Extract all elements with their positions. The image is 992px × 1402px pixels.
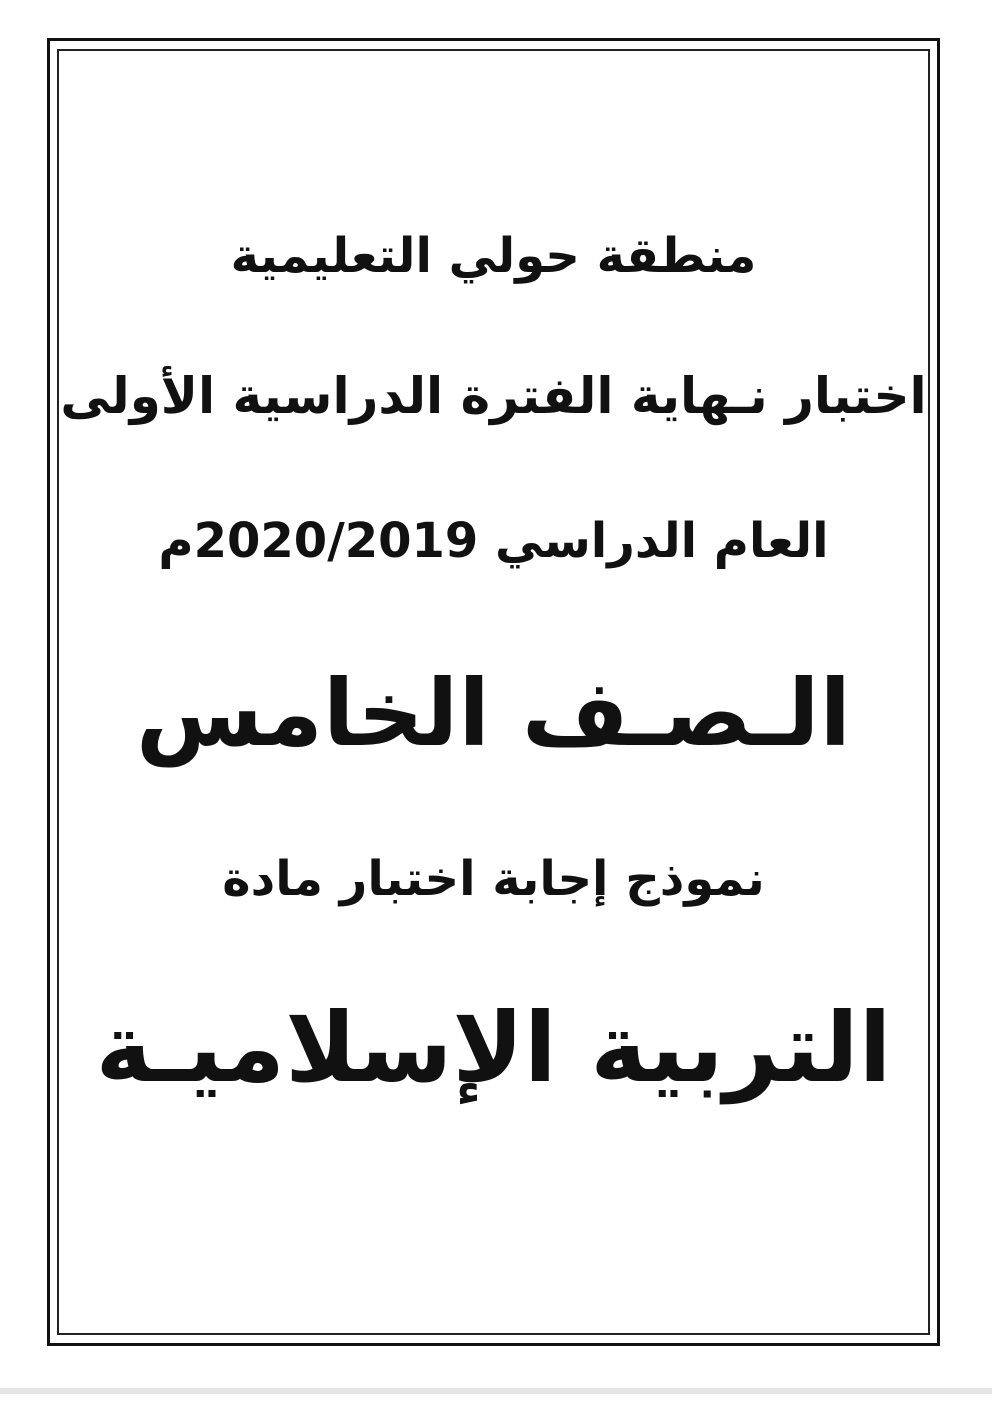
district-title: منطقة حولي التعليمية xyxy=(230,228,757,284)
school-year: العام الدراسي 2020/2019م xyxy=(158,513,829,569)
subject-title: التربية الإسلاميـة xyxy=(95,992,892,1104)
grade-title: الـصـف الخامس xyxy=(135,660,852,767)
page-bottom-edge xyxy=(0,1388,992,1394)
exam-title: اختبار نـهاية الفترة الدراسية الأولى xyxy=(60,367,927,425)
answer-model-label: نموذج إجابة اختبار مادة xyxy=(222,851,765,907)
